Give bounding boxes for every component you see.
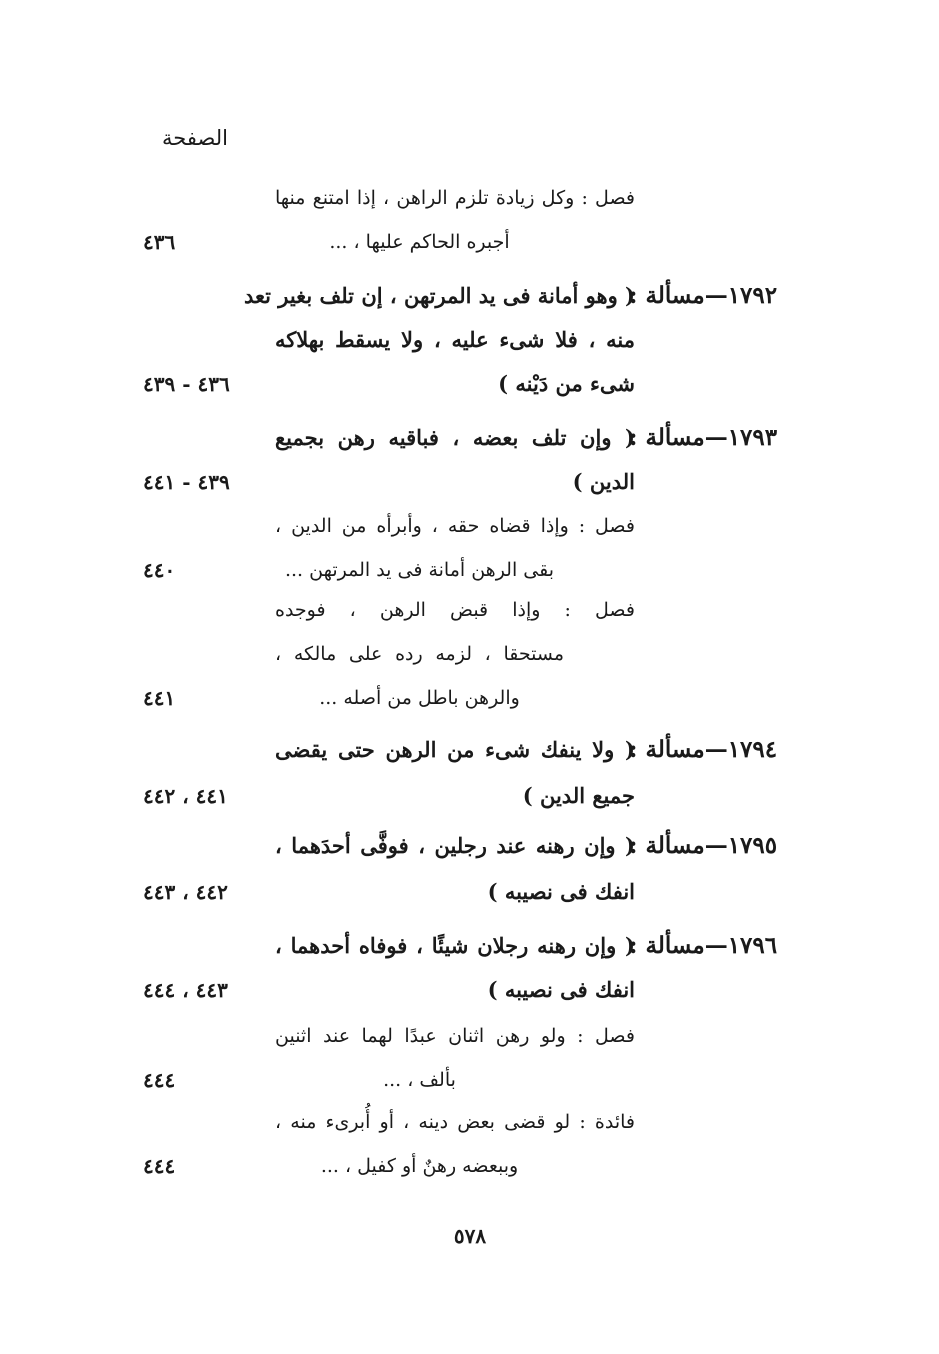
entry-text: فصل : وإذا قضاه حقه ، وأبرأه من الدين ،	[275, 515, 635, 537]
entry-line	[0, 970, 939, 1010]
page-reference: ٤٤٢ ، ٤٤٣	[143, 880, 228, 904]
masala-word: مسألة :	[629, 282, 705, 309]
masala-number: ١٧٩٦	[727, 932, 778, 959]
entry-line	[0, 634, 939, 674]
entry-line	[0, 1016, 939, 1056]
masala-line	[0, 826, 939, 866]
entry-text: منه ، فلا شىء عليه ، ولا يسقط بهلاكه	[275, 327, 635, 352]
entry-line	[0, 320, 939, 360]
page-reference: ٤٤٣ ، ٤٤٤	[143, 978, 228, 1002]
masala-label: ١٧٩٤—مسألة :	[629, 736, 778, 763]
entry-text: بألف ، ...	[383, 1069, 456, 1091]
page-reference: ٤٤١ ، ٤٤٢	[143, 784, 228, 808]
page-reference: ٤٣٦ - ٤٣٩	[143, 372, 230, 396]
page-reference: ٤٣٩ - ٤٤١	[143, 470, 230, 494]
masala-number: ١٧٩٤	[727, 736, 778, 763]
entry-text: انفك فى نصيبه )	[487, 879, 635, 904]
entry-text: والرهن باطل من أصله ...	[319, 687, 520, 709]
masala-label: ١٧٩٥—مسألة :	[629, 832, 778, 859]
entry-line	[0, 590, 939, 630]
entry-text: ( وهو أمانة فى يد المرتهن ، إن تلف بغير تعد	[243, 283, 635, 308]
entry-text: ( وإن رهنه عند رجلين ، فوفَّى أحدَهما ،	[275, 833, 635, 858]
page-number: ٥٧٨	[453, 1224, 487, 1248]
entry-text: الدين )	[572, 469, 635, 494]
masala-label: ١٧٩٢—مسألة :	[629, 282, 778, 309]
entry-text: ( ولا ينفك شىء من الرهن حتى يقضى	[275, 737, 635, 762]
entry-text: أجبره الحاكم عليها ، ...	[329, 231, 510, 253]
entry-text: فصل : ولو رهن اثنان عبدًا لهما عند اثنين	[275, 1025, 635, 1047]
entry-line	[0, 550, 939, 590]
masala-number: ١٧٩٣	[727, 424, 778, 451]
page-reference: ٤٤٤	[143, 1154, 176, 1178]
page-column-header: الصفحة	[162, 126, 228, 150]
page-reference: ٤٤٠	[143, 558, 176, 582]
entry-text: فصل : وكل زيادة تلزم الراهن ، إذا امتنع منها	[275, 187, 635, 209]
entry-text: مستحقا ، لزمه رده على مالكه ،	[275, 643, 564, 665]
page-reference: ٤٣٦	[143, 230, 176, 254]
masala-line	[0, 418, 939, 458]
masala-word: مسألة :	[629, 832, 705, 859]
masala-number: ١٧٩٢	[727, 282, 778, 309]
masala-number: ١٧٩٥	[727, 832, 778, 859]
masala-line	[0, 730, 939, 770]
entry-text: وببعضه رهنٌ أو كفيل ، ...	[320, 1155, 519, 1177]
entry-text: ( وإن رهنه رجلان شيئًا ، فوفاه أحدهما ،	[275, 933, 635, 958]
entry-text: شىء من دَيْنه )	[498, 371, 635, 396]
entry-line	[0, 776, 939, 816]
page-reference: ٤٤٤	[143, 1068, 176, 1092]
masala-label: ١٧٩٣—مسألة :	[629, 424, 778, 451]
entry-text: انفك فى نصيبه )	[487, 977, 635, 1002]
entry-text: جميع الدين )	[522, 783, 635, 808]
entry-text: فصل : وإذا قبض الرهن ، فوجده	[275, 599, 635, 621]
masala-word: مسألة :	[629, 424, 705, 451]
entry-line	[0, 1146, 939, 1186]
entry-text: بقى الرهن أمانة فى يد المرتهن ...	[284, 559, 555, 581]
masala-word: مسألة :	[629, 736, 705, 763]
entry-line	[0, 1102, 939, 1142]
entry-line	[0, 462, 939, 502]
entry-line	[0, 178, 939, 218]
entry-line	[0, 222, 939, 262]
entry-line	[0, 1060, 939, 1100]
masala-line	[0, 926, 939, 966]
masala-word: مسألة :	[629, 932, 705, 959]
entry-line	[0, 872, 939, 912]
entry-line	[0, 506, 939, 546]
entry-text: ( وإن تلف بعضه ، فباقيه رهن بجميع	[275, 425, 635, 450]
entry-text: فائدة : لو قضى بعض دينه ، أو أُبرىء منه ،	[275, 1111, 635, 1133]
masala-line	[0, 276, 939, 316]
masala-label: ١٧٩٦—مسألة :	[629, 932, 778, 959]
entry-line	[0, 678, 939, 718]
page-reference: ٤٤١	[143, 686, 176, 710]
entry-line	[0, 364, 939, 404]
